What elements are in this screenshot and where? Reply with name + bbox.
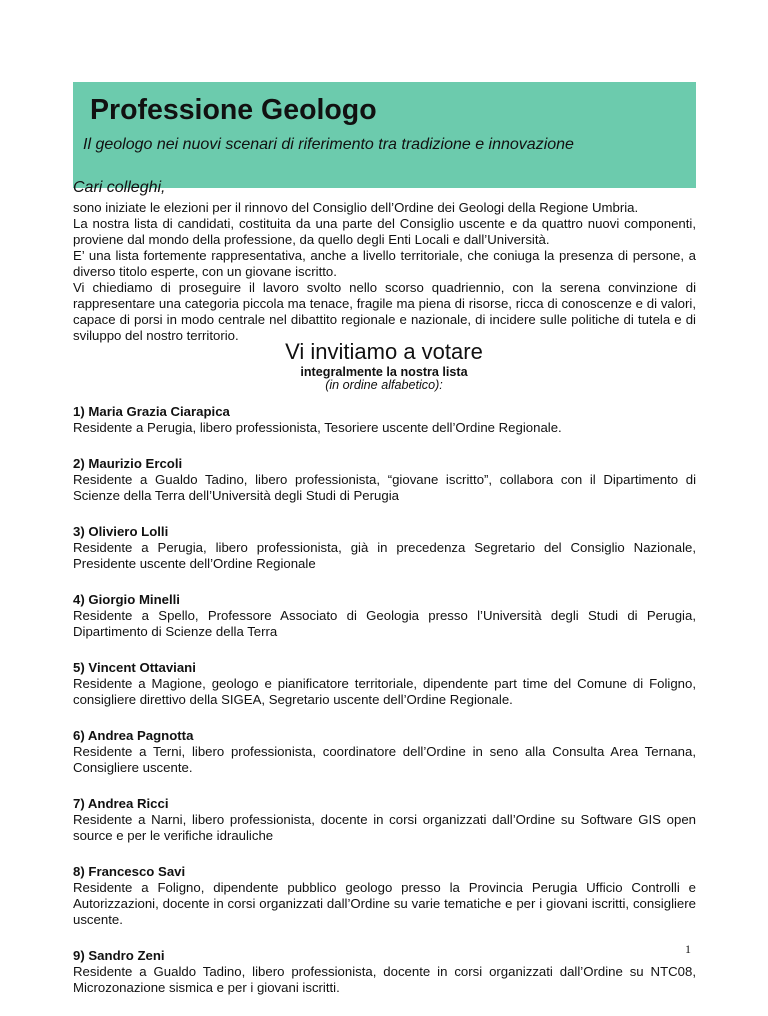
candidate-name: 3) Oliviero Lolli — [73, 524, 169, 539]
vote-note: (in ordine alfabetico): — [325, 378, 443, 392]
page-number: 1 — [685, 942, 691, 956]
candidate-item — [73, 948, 696, 996]
candidate-list — [73, 404, 696, 1016]
intro-paragraph: E’ una lista fortemente rappresentativa, anche a livello territoriale, che coniuga la presenza di persone, a diverso titolo esperte, con un giovane iscritto. — [73, 248, 696, 279]
candidate-item — [73, 864, 696, 928]
intro-paragraph: La nostra lista di candidati, costituita da una parte del Consiglio uscente e da quattro nuovi componenti, proviene dal mondo della professione, da quello degli Enti Locali e dall’Università. — [73, 216, 696, 247]
candidate-name: 2) Maurizio Ercoli — [73, 456, 183, 471]
candidate-name: 8) Francesco Savi — [73, 864, 186, 879]
candidate-item — [73, 796, 696, 844]
candidate-description: Residente a Perugia, libero professionista, già in precedenza Segretario del Consiglio Nazionale, Presidente uscente dell’Ordine Regionale — [73, 540, 696, 571]
candidate-name: 6) Andrea Pagnotta — [73, 728, 194, 743]
intro-paragraph: Vi chiediamo di proseguire il lavoro svolto nello scorso quadriennio, con la serena convinzione di rappresentare una categoria piccola ma tenace, fragile ma piena di risorse, ricca di conoscenze e di valori, capace di porsi in modo centrale nel dibattito regionale e nazionale, di incidere sulle politiche di tutela e di sviluppo del nostro territorio. — [73, 280, 696, 343]
candidate-name: 1) Maria Grazia Ciarapica — [73, 404, 230, 419]
candidate-description: Residente a Magione, geologo e pianificatore territoriale, dipendente part time del Comune di Foligno, consigliere direttivo della SIGEA, Segretario uscente dell’Ordine Regionale. — [73, 676, 696, 707]
candidate-description: Residente a Perugia, libero professionista, Tesoriere uscente dell’Ordine Regionale. — [73, 420, 562, 435]
candidate-item — [73, 592, 696, 640]
candidate-item — [73, 660, 696, 708]
candidate-description: Residente a Gualdo Tadino, libero professionista, “giovane iscritto”, collabora con il Dipartimento di Scienze della Terra dell’Università degli Studi di Perugia — [73, 472, 696, 503]
candidate-description: Residente a Gualdo Tadino, libero professionista, docente in corsi organizzati dall’Ordine su NTC08, Microzonazione sismica e per i giovani iscritti. — [73, 964, 696, 995]
candidate-description: Residente a Spello, Professore Associato di Geologia presso l’Università degli Studi di Perugia, Dipartimento di Scienze della Terra — [73, 608, 696, 639]
vote-subheading: integralmente la nostra lista — [300, 365, 468, 379]
intro-paragraph: sono iniziate le elezioni per il rinnovo del Consiglio dell’Ordine dei Geologi della Regione Umbria. — [73, 200, 639, 215]
candidate-item — [73, 456, 696, 504]
vote-heading: Vi invitiamo a votare — [285, 339, 483, 364]
header-banner — [73, 82, 696, 188]
candidate-name: 7) Andrea Ricci — [73, 796, 169, 811]
candidate-name: 4) Giorgio Minelli — [73, 592, 180, 607]
candidate-item — [73, 524, 696, 572]
candidate-name: 5) Vincent Ottaviani — [73, 660, 196, 675]
candidate-item — [73, 404, 696, 436]
candidate-description: Residente a Foligno, dipendente pubblico geologo presso la Provincia Perugia Ufficio Controlli e Autorizzazioni, docente in corsi organizzati dall’Ordine su varie tematiche e per i giovani iscritti, consigliere uscente. — [73, 880, 696, 927]
candidate-description: Residente a Terni, libero professionista, coordinatore dell’Ordine in seno alla Consulta Area Ternana, Consigliere uscente. — [73, 744, 696, 775]
greeting: Cari colleghi, — [73, 179, 166, 196]
candidate-item — [73, 728, 696, 776]
document-title: Professione Geologo — [90, 94, 377, 126]
document-subtitle: Il geologo nei nuovi scenari di riferimento tra tradizione e innovazione — [83, 136, 574, 153]
intro-text — [73, 200, 696, 344]
candidate-name: 9) Sandro Zeni — [73, 948, 165, 963]
candidate-description: Residente a Narni, libero professionista, docente in corsi organizzati dall’Ordine su Software GIS open source e per le verifiche idrauliche — [73, 812, 696, 843]
